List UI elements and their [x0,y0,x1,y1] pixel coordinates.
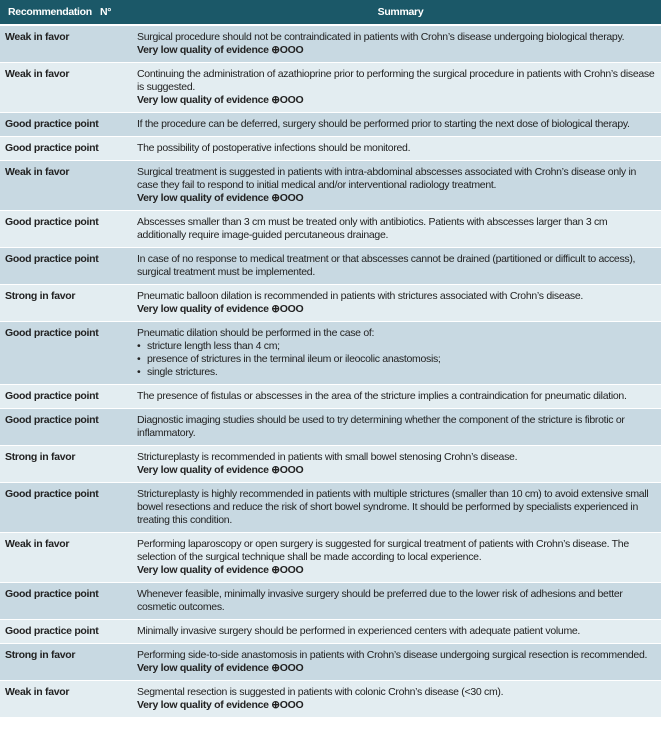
recommendation-strength: Good practice point [5,414,99,426]
recommendation-strength: Strong in favor [5,451,76,463]
recommendation-strength: Good practice point [5,216,99,228]
summary-cell [137,161,661,210]
number-cell [128,409,137,445]
table-row [0,446,661,483]
summary-text: Segmental resection is suggested in patients with colonic Crohn’s disease (<30 cm). [137,686,504,698]
recommendation-strength: Good practice point [5,142,99,154]
number-cell [128,26,137,62]
evidence-quality: Very low quality of evidence ⊕OOO [137,564,304,576]
table-row [0,583,661,620]
table-row [0,620,661,644]
table-row [0,113,661,137]
table-row [0,533,661,583]
number-cell [128,161,137,210]
evidence-quality: Very low quality of evidence ⊕OOO [137,44,304,56]
table-row [0,285,661,322]
number-cell [128,113,137,136]
summary-cell [137,248,661,284]
table-row [0,137,661,161]
summary-cell [137,385,661,408]
summary-cell [137,26,661,62]
summary-text: Strictureplasty is highly recommended in patients with multiple strictures (smaller than 10 cm) to avoid extensive small bowel resections and reduce the risk of short bowel syndrome. It should be performed by specialists experienced in treating this condition. [137,488,649,526]
summary-text: Surgical treatment is suggested in patients with intra-abdominal abscesses associated with Crohn’s disease only in case they fail to respond to initial medical and/or interventional radiology treatment. [137,166,637,191]
summary-text: Whenever feasible, minimally invasive surgery should be preferred due to the lower risk of adhesions and better cosmetic outcomes. [137,588,623,613]
summary-cell [137,446,661,482]
table-row [0,161,661,211]
bullet-item: • presence of strictures in the terminal ileum or ileocolic anastomosis; [137,353,655,366]
summary-cell [137,583,661,619]
evidence-quality: Very low quality of evidence ⊕OOO [137,303,304,315]
recommendation-strength: Good practice point [5,253,99,265]
summary-text: Diagnostic imaging studies should be used to try determining whether the component of the stricture is fibrotic or inflammatory. [137,414,625,439]
recommendation-strength: Weak in favor [5,686,70,698]
header-number: N° [100,6,112,18]
summary-text: Pneumatic dilation should be performed in the case of: [137,327,375,339]
summary-text: Performing side-to-side anastomosis in patients with Crohn’s disease undergoing surgical resection is recommended. [137,649,648,661]
summary-cell [137,211,661,247]
recommendation-strength: Weak in favor [5,31,70,43]
number-cell [128,137,137,160]
summary-cell [137,137,661,160]
number-cell [128,63,137,112]
summary-text: Strictureplasty is recommended in patients with small bowel stenosing Crohn’s disease. [137,451,518,463]
bullet-item: • single strictures. [137,366,655,379]
summary-cell [137,285,661,321]
number-cell [128,446,137,482]
number-cell [128,211,137,247]
number-cell [128,583,137,619]
evidence-quality: Very low quality of evidence ⊕OOO [137,94,304,106]
evidence-quality: Very low quality of evidence ⊕OOO [137,662,304,674]
evidence-quality: Very low quality of evidence ⊕OOO [137,192,304,204]
summary-cell [137,322,661,384]
summary-cell [137,620,661,643]
table-row [0,385,661,409]
number-cell [128,681,137,717]
recommendation-strength: Weak in favor [5,68,70,80]
evidence-quality: Very low quality of evidence ⊕OOO [137,464,304,476]
summary-cell [137,644,661,680]
summary-text: Continuing the administration of azathioprine prior to performing the surgical procedure in patients with Crohn’s disease is suggested. [137,68,655,93]
summary-cell [137,113,661,136]
recommendation-strength: Good practice point [5,390,99,402]
summary-text: In case of no response to medical treatment or that abscesses cannot be drained (partitioned or difficult to access), surgical treatment must be implemented. [137,253,636,278]
summary-text: Performing laparoscopy or open surgery is suggested for surgical treatment of patients with Crohn’s disease. The selection of the surgical technique shall be made according to local experience. [137,538,629,563]
recommendation-strength: Good practice point [5,327,99,339]
summary-cell [137,681,661,717]
summary-cell [137,63,661,112]
number-cell [128,385,137,408]
recommendation-strength: Good practice point [5,118,99,130]
table-row [0,681,661,718]
table-row [0,409,661,446]
bullet-list [137,340,655,379]
table-row [0,211,661,248]
table-header [0,0,661,24]
summary-text: If the procedure can be deferred, surgery should be performed prior to starting the next dose of biological therapy. [137,118,630,130]
summary-text: Pneumatic balloon dilation is recommended in patients with strictures associated with Crohn’s disease. [137,290,584,302]
summary-text: Surgical procedure should not be contraindicated in patients with Crohn’s disease undergoing biological therapy. [137,31,625,43]
recommendation-strength: Strong in favor [5,649,76,661]
summary-text: The possibility of postoperative infections should be monitored. [137,142,411,154]
table-row [0,63,661,113]
number-cell [128,248,137,284]
recommendation-strength: Good practice point [5,625,99,637]
summary-cell [137,409,661,445]
recommendation-strength: Strong in favor [5,290,76,302]
recommendation-strength: Weak in favor [5,166,70,178]
table-row [0,483,661,533]
recommendation-strength: Weak in favor [5,538,70,550]
summary-text: The presence of fistulas or abscesses in the area of the stricture implies a contraindication for pneumatic dilation. [137,390,627,402]
number-cell [128,483,137,532]
number-cell [128,620,137,643]
summary-text: Abscesses smaller than 3 cm must be treated only with antibiotics. Patients with abscesses larger than 3 cm additionally require image-guided percutaneous drainage. [137,216,608,241]
recommendation-strength: Good practice point [5,488,99,500]
summary-text: Minimally invasive surgery should be performed in experienced centers with adequate patient volume. [137,625,581,637]
table-row [0,644,661,681]
evidence-quality: Very low quality of evidence ⊕OOO [137,699,304,711]
table-row [0,26,661,63]
number-cell [128,322,137,384]
table-row [0,248,661,285]
header-recommendation: Recommendation [8,6,92,18]
number-cell [128,533,137,582]
number-cell [128,285,137,321]
table-body [0,26,661,718]
number-cell [128,644,137,680]
table-row [0,322,661,385]
summary-cell [137,533,661,582]
summary-cell [137,483,661,532]
recommendation-strength: Good practice point [5,588,99,600]
header-summary: Summary [377,6,424,18]
bullet-item: • stricture length less than 4 cm; [137,340,655,353]
